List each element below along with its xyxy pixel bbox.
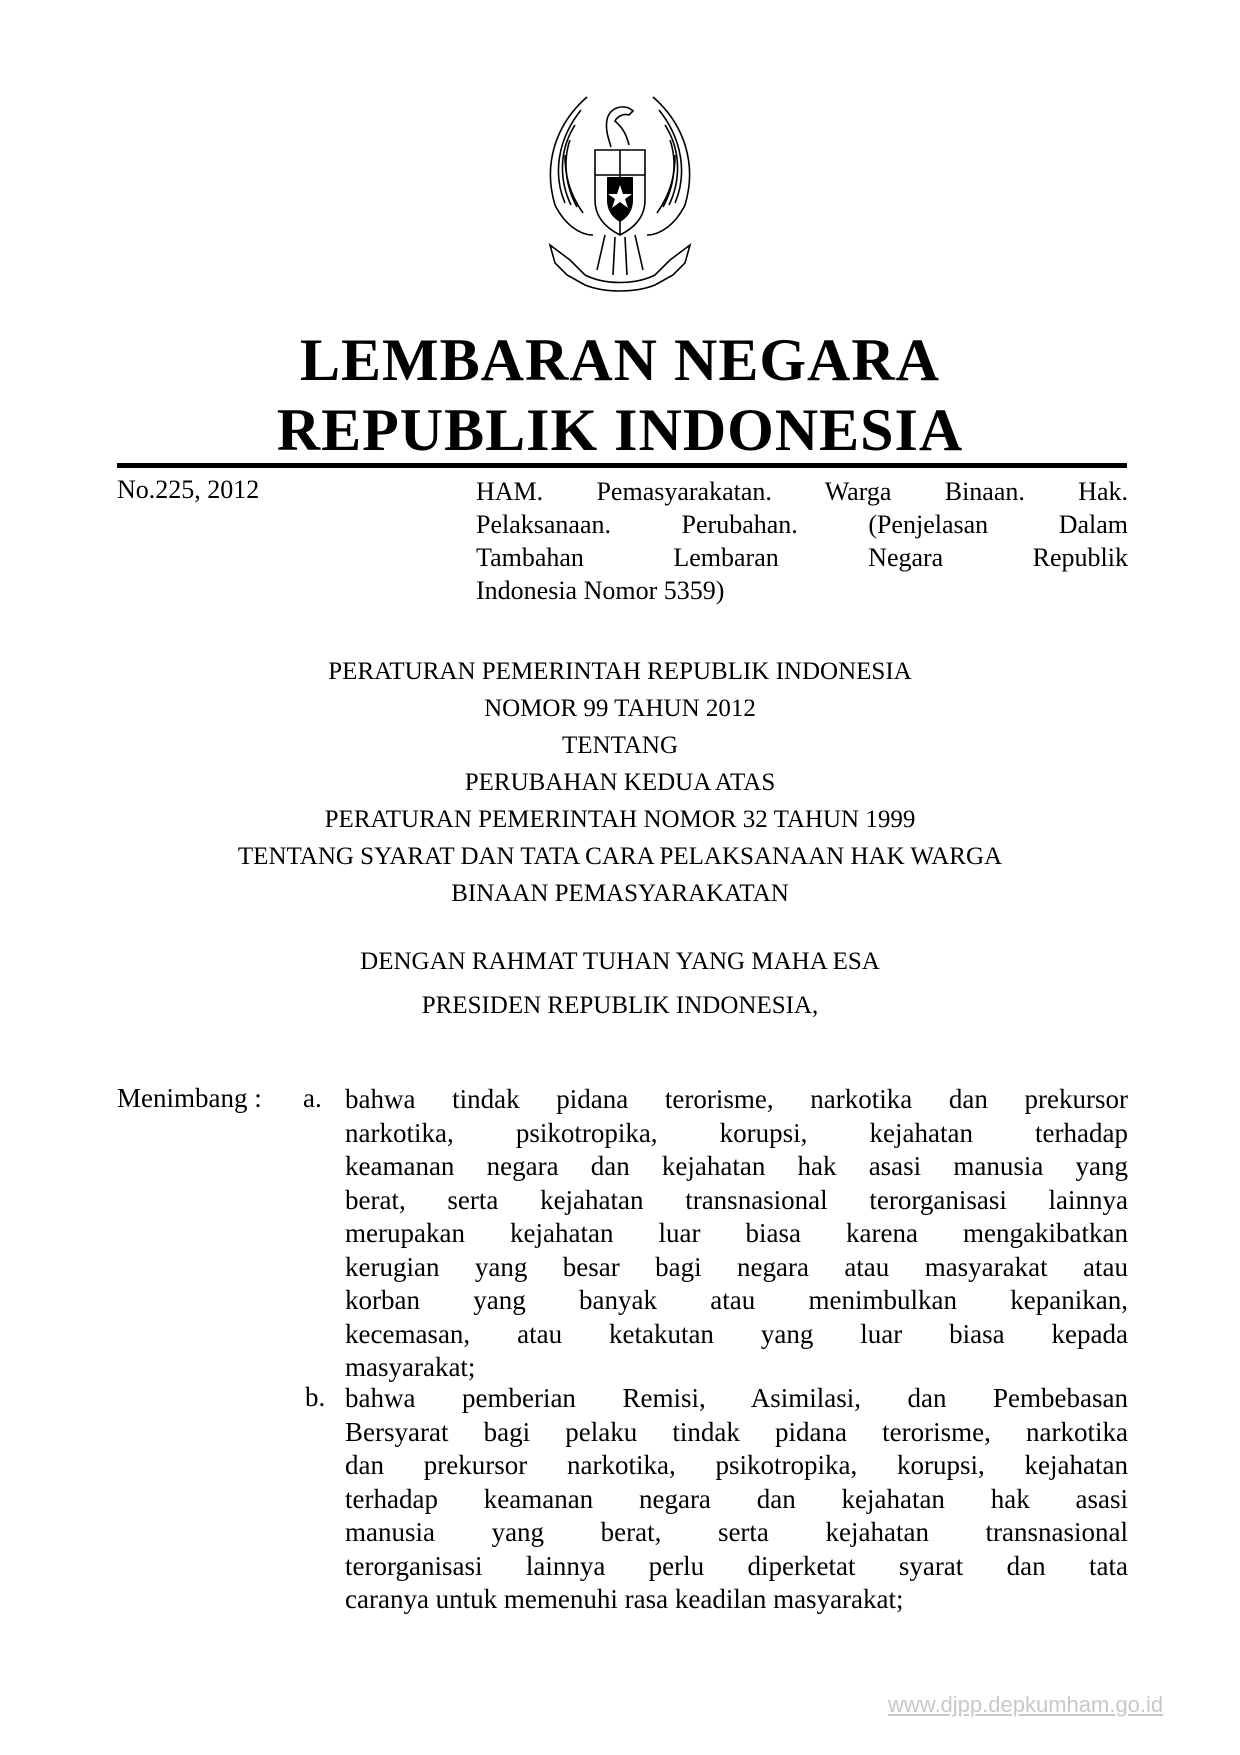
- gazette-number: No.225, 2012: [117, 475, 260, 504]
- preamble-line: PRESIDEN REPUBLIK INDONESIA,: [421, 992, 819, 1019]
- item-line: korban yang banyak atau menimbulkan kepanikan,: [345, 1285, 1128, 1315]
- preamble: [0, 940, 1240, 1028]
- heading-line: PERATURAN PEMERINTAH NOMOR 32 TAHUN 1999: [324, 806, 916, 833]
- heading-line: TENTANG: [561, 732, 679, 759]
- item-line: masyarakat;: [345, 1352, 476, 1382]
- category-line: Tambahan Lembaran Negara Republik: [476, 543, 1128, 572]
- gazette-title-line1: LEMBARAN NEGARA: [299, 327, 941, 393]
- item-line: narkotika, psikotropika, korupsi, kejahatan terhadap: [345, 1117, 1128, 1148]
- watermark-link[interactable]: www.djpp.depkumham.go.id: [888, 1692, 1164, 1717]
- garuda-pancasila-emblem-icon: [525, 85, 715, 300]
- item-line: bahwa tindak pidana terorisme, narkotika dan prekursor: [345, 1084, 1128, 1114]
- considerans-item-a: [345, 1083, 1128, 1385]
- category-line: Pelaksanaan. Perubahan. (Penjelasan Dalam: [476, 510, 1128, 539]
- item-line: berat, serta kejahatan transnasional terorganisasi lainnya: [345, 1184, 1128, 1215]
- item-line: keamanan negara dan kejahatan hak asasi manusia yang: [345, 1151, 1128, 1181]
- heading-line: TENTANG SYARAT DAN TATA CARA PELAKSANAAN HAK WARGA: [237, 843, 1003, 870]
- category-line: Indonesia Nomor 5359): [476, 576, 725, 605]
- item-line: kerugian yang besar bagi negara atau masyarakat atau: [345, 1251, 1128, 1282]
- item-line: kecemasan, atau ketakutan yang luar biasa kepada: [345, 1318, 1128, 1349]
- item-letter: b.: [305, 1382, 326, 1412]
- heading-line: NOMOR 99 TAHUN 2012: [484, 695, 756, 722]
- item-line: terhadap keamanan negara dan kejahatan hak asasi: [345, 1483, 1128, 1514]
- item-line: dan prekursor narkotika, psikotropika, korupsi, kejahatan: [345, 1450, 1128, 1480]
- heading-line: PERUBAHAN KEDUA ATAS: [464, 769, 776, 796]
- item-line: bahwa pemberian Remisi, Asimilasi, dan Pembebasan: [345, 1383, 1128, 1413]
- regulation-heading: [0, 653, 1240, 912]
- item-line: manusia yang berat, serta kejahatan transnasional: [345, 1517, 1128, 1547]
- heading-line: BINAAN PEMASYARAKATAN: [451, 880, 789, 907]
- item-line: terorganisasi lainnya perlu diperketat syarat dan tata: [345, 1550, 1128, 1581]
- considerans-item-b: [345, 1382, 1128, 1617]
- preamble-line: DENGAN RAHMAT TUHAN YANG MAHA ESA: [360, 948, 880, 975]
- header-divider: [117, 463, 1127, 468]
- item-letter: a.: [303, 1083, 322, 1113]
- gazette-category: [476, 475, 1128, 607]
- item-line: caranya untuk memenuhi rasa keadilan masyarakat;: [345, 1584, 904, 1614]
- menimbang-label: Menimbang :: [117, 1083, 262, 1113]
- category-line: HAM. Pemasyarakatan. Warga Binaan. Hak.: [476, 477, 1128, 506]
- heading-line: PERATURAN PEMERINTAH REPUBLIK INDONESIA: [328, 658, 912, 685]
- item-line: merupakan kejahatan luar biasa karena mengakibatkan: [345, 1218, 1128, 1248]
- gazette-title-line2: REPUBLIK INDONESIA: [276, 397, 964, 463]
- item-line: Bersyarat bagi pelaku tindak pidana terorisme, narkotika: [345, 1416, 1128, 1447]
